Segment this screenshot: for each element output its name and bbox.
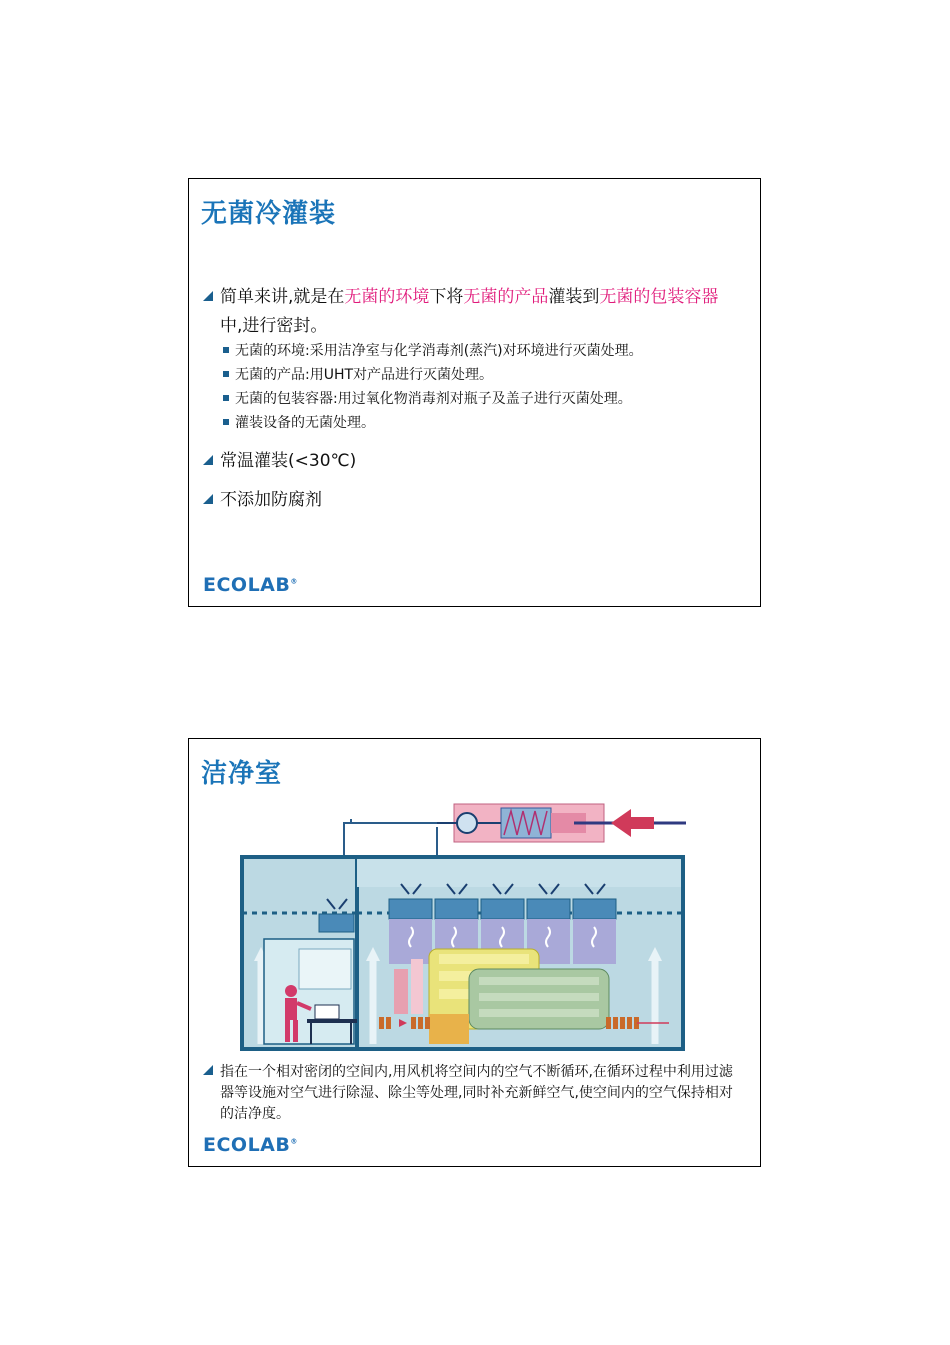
bullet-ambient-filling <box>203 447 356 476</box>
highlight-aseptic-product: 无菌的产品 <box>463 287 549 307</box>
paragraph-text: 指在一个相对密闭的空间内,用风机将空间内的空气不断循环,在循环过程中利用过滤器等设施对空气进行除湿、除尘等处理,同时补充新鲜空气,使空间内的空气保持相对的洁净度。 <box>220 1064 733 1122</box>
cleanroom-diagram <box>239 799 689 1051</box>
ecolab-logo: ECOLAB® <box>203 574 298 596</box>
bullet-no-preservatives <box>203 486 322 515</box>
triangle-bullet-icon <box>203 291 213 301</box>
text-part: 简单来讲,就是在 <box>220 287 345 307</box>
sub-item <box>223 387 632 411</box>
sub-item <box>223 339 643 363</box>
sub-item-text: 无菌的产品:用UHT对产品进行灭菌处理。 <box>235 367 494 383</box>
air-handling-unit <box>431 804 686 842</box>
ecolab-logo: ECOLAB® <box>203 1134 298 1156</box>
logo-text: ECOLAB <box>203 1134 291 1156</box>
bullet-text: 不添加防腐剂 <box>220 490 322 510</box>
text-part: 灌装到 <box>548 287 600 307</box>
triangle-bullet-icon <box>203 455 213 465</box>
sub-item-text: 灌装设备的无菌处理。 <box>235 415 375 431</box>
sub-item-text: 无菌的环境:采用洁净室与化学消毒剂(蒸汽)对环境进行灭菌处理。 <box>235 343 643 359</box>
text-part: 下将 <box>429 287 464 307</box>
highlight-aseptic-environment: 无菌的环境 <box>344 287 430 307</box>
slide-title: 洁净室 <box>201 759 283 789</box>
cleanroom-description <box>203 1062 735 1125</box>
square-bullet-icon <box>223 419 229 425</box>
slide-title: 无菌冷灌装 <box>201 199 337 229</box>
highlight-aseptic-container: 无菌的包装容器 <box>599 287 719 307</box>
sub-item-text: 无菌的包装容器:用过氧化物消毒剂对瓶子及盖子进行灭菌处理。 <box>235 391 632 407</box>
square-bullet-icon <box>223 347 229 353</box>
bullet-definition <box>203 283 740 341</box>
triangle-bullet-icon <box>203 1065 213 1075</box>
slide-cleanroom <box>188 738 761 1167</box>
square-bullet-icon <box>223 395 229 401</box>
square-bullet-icon <box>223 371 229 377</box>
definition-text <box>220 283 740 341</box>
sub-item <box>223 363 493 387</box>
slide-aseptic-cold-filling <box>188 178 761 607</box>
triangle-bullet-icon <box>203 494 213 504</box>
sub-item <box>223 411 375 435</box>
bullet-text: 常温灌装(<30℃) <box>220 451 357 471</box>
logo-text: ECOLAB <box>203 574 291 596</box>
text-part: 中,进行密封。 <box>220 316 328 336</box>
